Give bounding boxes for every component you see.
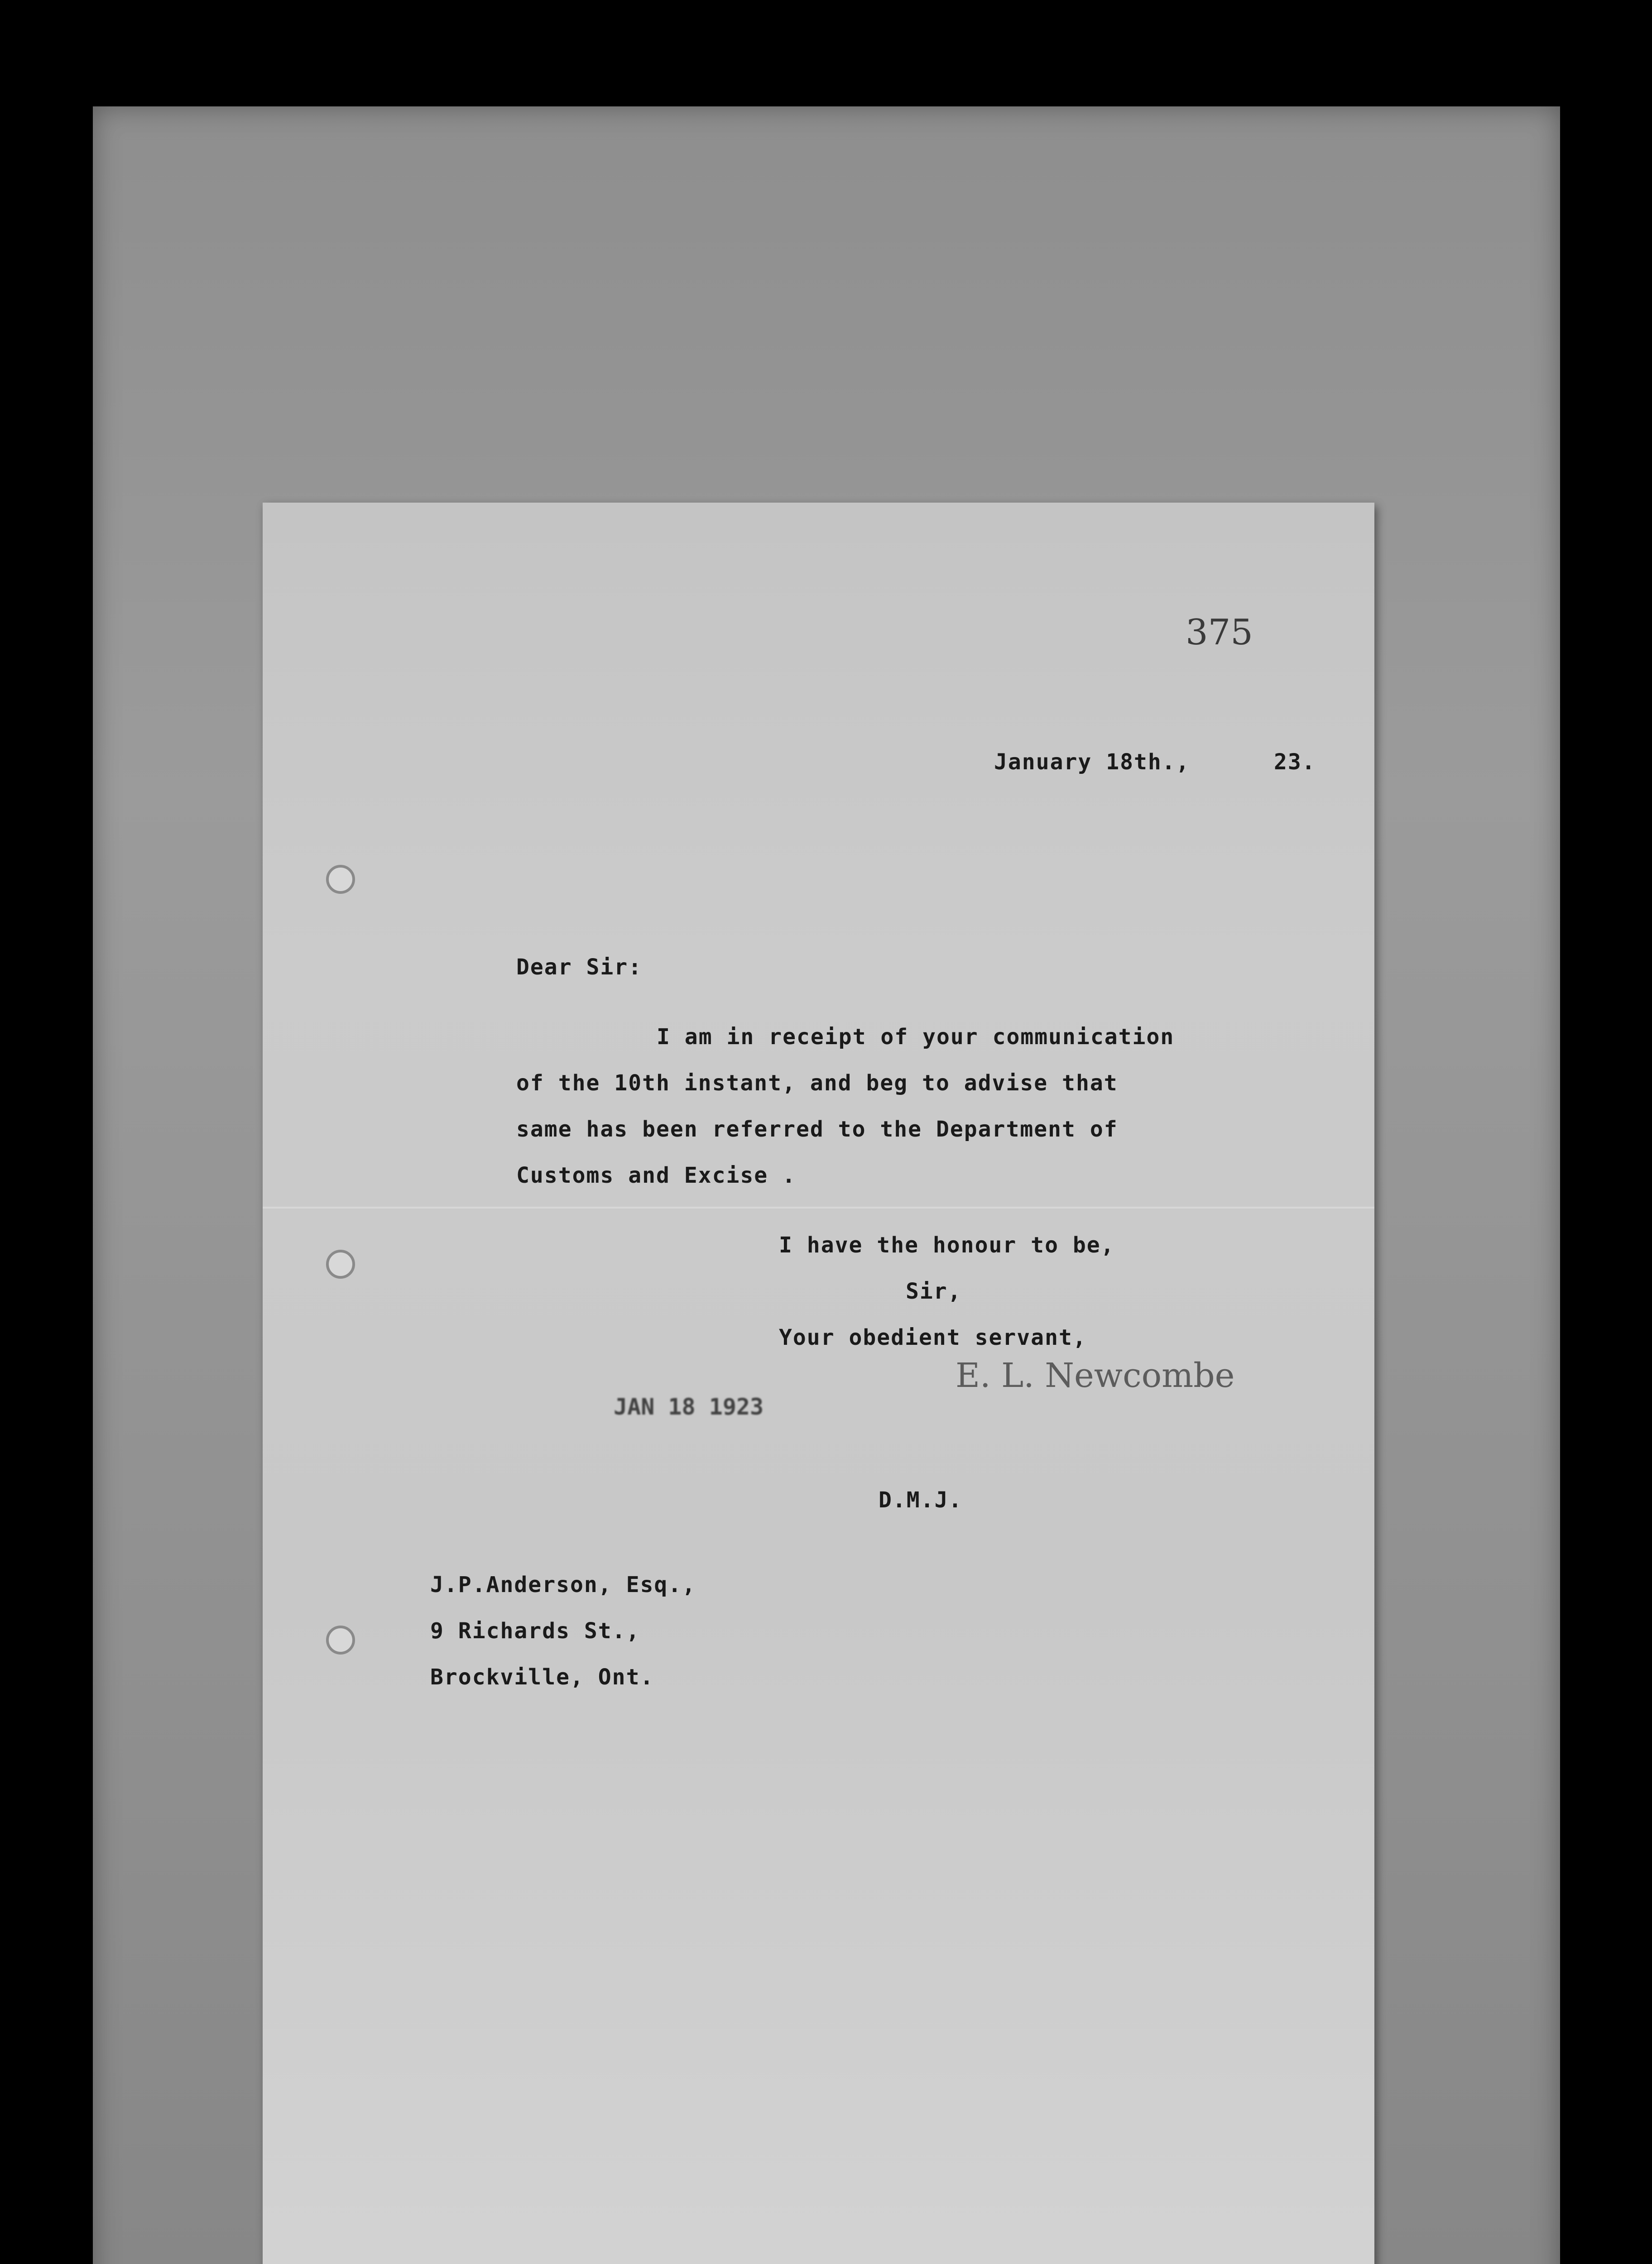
signature: E. L. Newcombe <box>956 1356 1235 1395</box>
punch-hole-bottom <box>326 1626 355 1655</box>
fold-line <box>263 1207 1374 1209</box>
closing-line-2: Sir, <box>906 1279 962 1304</box>
address-line-1: J.P.Anderson, Esq., <box>430 1572 696 1597</box>
page-number: 375 <box>1186 612 1253 653</box>
body-line-3: same has been referred to the Department of <box>516 1117 1118 1142</box>
body-line-2: of the 10th instant, and beg to advise that <box>516 1070 1118 1096</box>
punch-hole-middle <box>326 1250 355 1279</box>
body-line-4: Customs and Excise . <box>516 1163 796 1188</box>
letter-page <box>263 503 1374 2264</box>
salutation: Dear Sir: <box>516 955 643 980</box>
body-line-1: I am in receipt of your communication <box>657 1024 1175 1050</box>
closing-line-3: Your obedient servant, <box>779 1325 1087 1350</box>
letter-date: January 18th., 23. <box>994 749 1316 775</box>
address-line-2: 9 Richards St., <box>430 1618 640 1644</box>
initials: D.M.J. <box>879 1487 963 1513</box>
closing-line-1: I have the honour to be, <box>779 1233 1115 1258</box>
punch-hole-top <box>326 865 355 894</box>
address-line-3: Brockville, Ont. <box>430 1664 654 1690</box>
date-stamp: JAN 18 1923 <box>614 1394 764 1420</box>
